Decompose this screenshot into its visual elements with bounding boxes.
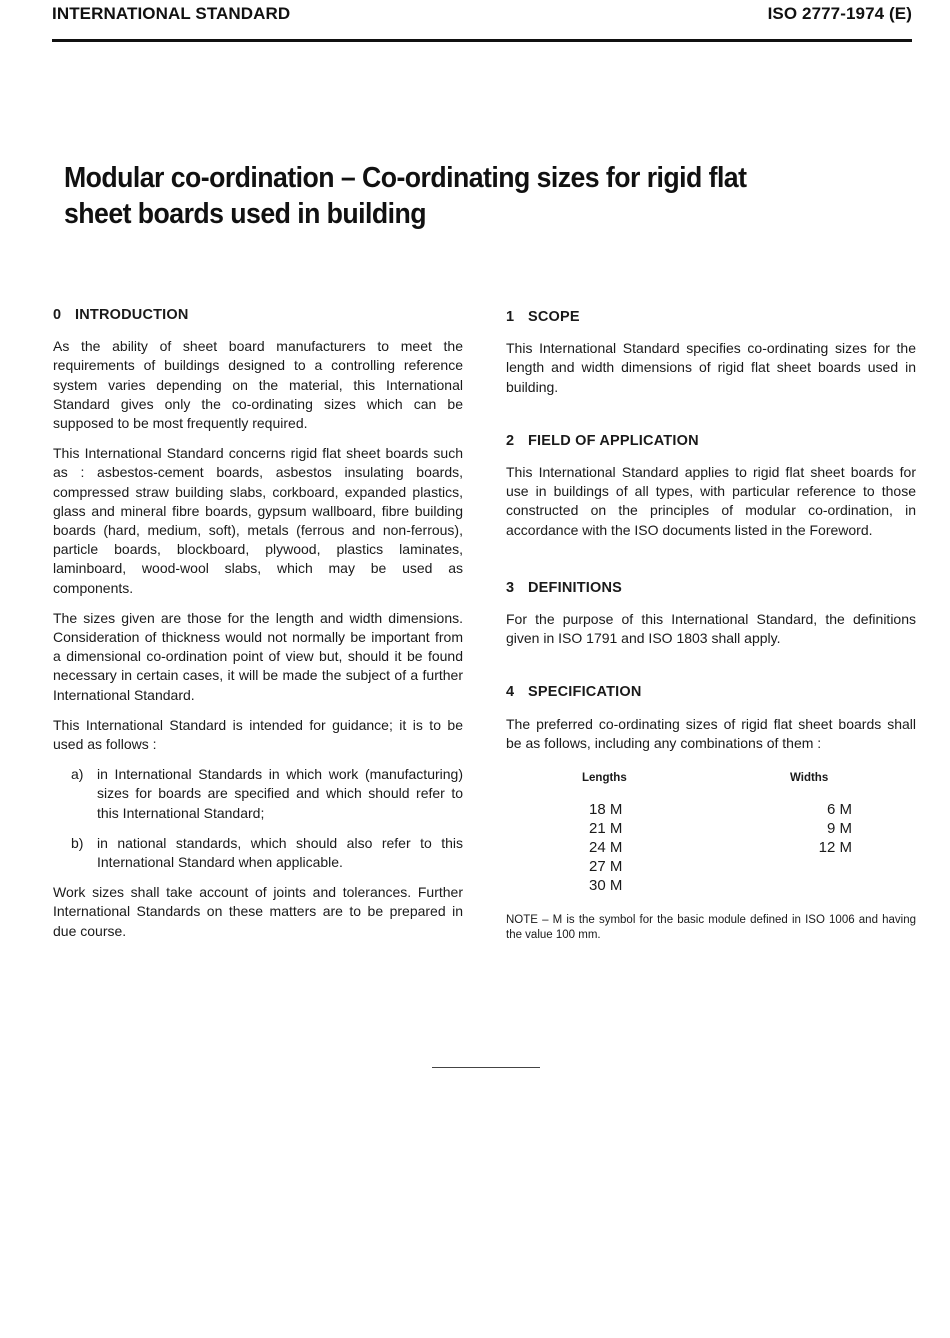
widths-column — [792, 800, 852, 895]
intro-paragraph-3: The sizes given are those for the length and width dimensions. Consideration of thickness would not normally be important from a dimensional co-ordination point of view but, should it be found necessary in certain cases, it will be made the subject of a further International Standard. — [53, 609, 463, 703]
list-label: b) — [71, 834, 84, 851]
width-cell: 12 M — [818, 839, 852, 857]
section-heading-definitions — [506, 579, 916, 598]
scope-paragraph: This International Standard specifies co-ordinating sizes for the length and width dimensions of rigid flat sheet boards used in building. — [506, 340, 916, 395]
sizes-table-header — [506, 769, 916, 788]
specification-note: NOTE – M is the symbol for the basic module defined in ISO 1006 and having the value 100 mm. — [506, 914, 916, 942]
document-title — [64, 160, 818, 232]
section-number: 4 — [506, 684, 515, 701]
list-label: a) — [71, 766, 84, 783]
end-of-text-rule — [432, 1067, 540, 1068]
right-column — [506, 308, 916, 943]
intro-paragraph-1: As the ability of sheet board manufacturers to meet the requirements of buildings designed to a controlling reference system varies depending on the material, this International Standard gives only the co-ordinating sizes which can be supposed to be most frequently required. — [53, 338, 463, 432]
definitions-paragraph: For the purpose of this International Standard, the definitions given in ISO 1791 and ISO 1803 shall apply. — [506, 611, 916, 647]
section-heading-specification — [506, 683, 916, 702]
length-cell: 18 M — [589, 801, 623, 819]
section-title: SCOPE — [528, 309, 580, 325]
length-cell: 27 M — [589, 858, 623, 876]
list-item-a — [53, 765, 463, 823]
list-item-b — [53, 834, 463, 872]
list-text: in International Standards in which work (manufacturing) sizes for boards are specified and which should refer to this International Standard; — [97, 766, 463, 821]
length-cell: 21 M — [589, 820, 623, 838]
sizes-table-body — [506, 800, 916, 895]
section-title: FIELD OF APPLICATION — [528, 432, 699, 449]
specification-paragraph: The preferred co-ordinating sizes of rigid flat sheet boards shall be as follows, including any combinations of them : — [506, 715, 916, 751]
section-title: SPECIFICATION — [528, 684, 642, 701]
section-title: INTRODUCTION — [75, 307, 189, 323]
section-heading-scope — [506, 308, 916, 327]
left-column — [53, 306, 463, 952]
page-header — [52, 2, 912, 26]
header-divider — [52, 39, 912, 42]
intro-closing-paragraph: Work sizes shall take account of joints and tolerances. Further International Standards on these matters are to be prepared in due course. — [53, 884, 463, 939]
section-number: 0 — [53, 307, 62, 323]
title-line-2: sheet boards used in building — [64, 198, 427, 230]
column-header-widths: Widths — [790, 772, 829, 785]
length-cell: 30 M — [589, 877, 623, 895]
section-heading-introduction — [53, 306, 463, 325]
title-line-1: Modular co-ordination – Co-ordinating sizes for rigid flat — [64, 162, 747, 194]
list-text: in national standards, which should also refer to this International Standard when applicable. — [97, 834, 463, 871]
intro-paragraph-4: This International Standard is intended for guidance; it is to be used as follows : — [53, 716, 463, 753]
intro-paragraph-2: This International Standard concerns rigid flat sheet boards such as : asbestos-cement boards, asbestos insulating boards, compressed straw building slabs, corkboard, expanded plastics, glass and mineral fibre boards, gypsum wallboard, fibre building boards (hard, medium, soft), metals (ferrous and non-ferrous), particle boards, blockboard, plywood, plastics laminates, laminboard, wood-wool slabs, which may be used as components. — [53, 445, 463, 596]
width-cell: 9 M — [826, 820, 852, 838]
section-heading-field-of-application — [506, 432, 916, 451]
section-number: 3 — [506, 579, 515, 596]
sizes-table — [506, 769, 916, 895]
length-cell: 24 M — [589, 839, 623, 857]
section-title: DEFINITIONS — [528, 579, 623, 596]
field-paragraph: This International Standard applies to rigid flat sheet boards for use in buildings of all types, with particular reference to those constructed on the principles of modular co-ordination, in accordance with the ISO documents listed in the Foreword. — [506, 464, 916, 538]
width-cell: 6 M — [826, 801, 852, 819]
section-number: 1 — [506, 309, 515, 325]
section-number: 2 — [506, 432, 515, 449]
header-document-number: ISO 2777-1974 (E) — [767, 4, 912, 23]
header-standard-label: INTERNATIONAL STANDARD — [52, 4, 291, 23]
column-header-lengths: Lengths — [582, 772, 627, 785]
lengths-column — [589, 800, 649, 895]
